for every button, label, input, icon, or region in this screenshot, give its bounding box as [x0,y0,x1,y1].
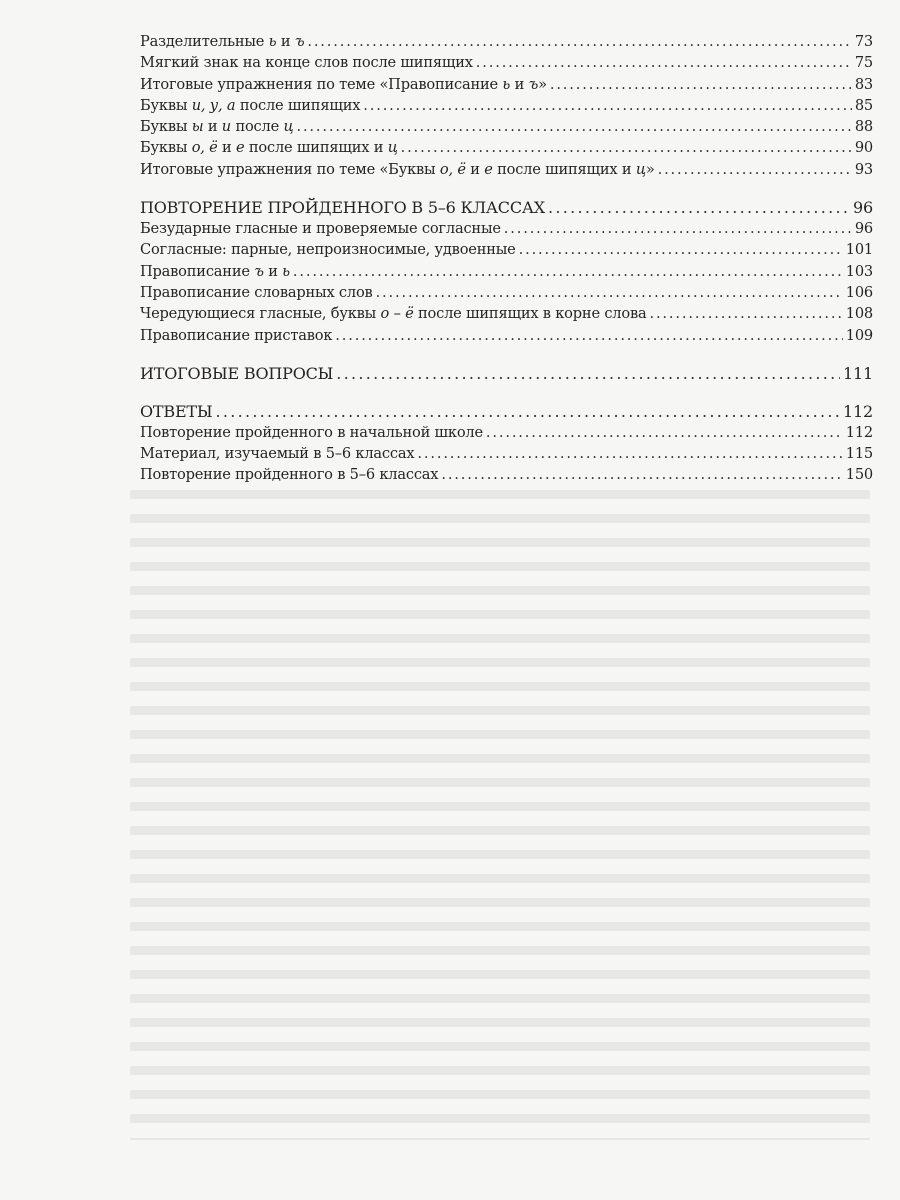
title-text: Материал, изучаемый в 5–6 классах [140,445,415,463]
toc-entry [140,118,873,139]
page-number: 115 [845,445,873,463]
italic-letters: ъ [528,75,539,93]
dot-leader [649,305,842,322]
title-text: Повторение пройденного в начальной школе [140,423,483,441]
toc-entry [140,445,873,466]
italic-letters: е [236,139,245,157]
dot-leader [548,198,850,217]
title-text: Правописание словарных слов [140,283,373,301]
italic-letters: ы [191,118,204,136]
page-number: 85 [854,96,873,114]
dot-leader [441,466,842,483]
dot-leader [363,97,852,114]
title-text: Буквы [140,118,192,136]
toc-entry-title [140,305,646,322]
title-text: Итоговые упражнения по теме «Правописание [140,75,503,93]
dot-leader [401,139,852,156]
title-text: Мягкий знак на конце слов после шипящих [140,54,473,72]
dot-leader [215,402,840,421]
dot-leader [476,54,852,71]
dot-leader [376,284,843,301]
italic-letters: о, ё [191,139,218,157]
page-number: 103 [845,262,873,280]
italic-letters: и, у, а [191,96,236,114]
toc-entry [140,76,873,97]
title-text: и [263,262,283,280]
toc-entry-title [140,327,332,344]
title-text: » [645,160,655,178]
toc-entry-title [140,97,360,114]
bleed-through-background [130,490,870,1140]
toc-entry-title [140,198,545,217]
title-text: Итоговые упражнения по теме «Буквы [140,160,440,178]
title-text: после шипящих и [244,139,388,157]
toc-entry-title [140,284,373,301]
toc-section-heading [140,402,873,424]
toc-entry-title [140,402,212,421]
title-text: и [217,139,237,157]
toc-entry [140,161,873,182]
toc-entry [140,54,873,75]
title-text: и [510,75,529,93]
toc-entry-title [140,263,290,280]
italic-letters: ь [502,75,511,93]
toc-entry [140,241,873,262]
page-number: 88 [854,118,873,136]
toc-entry [140,220,873,241]
dot-leader [417,445,842,462]
page-number: 150 [845,466,873,484]
page-number: 109 [845,326,873,344]
toc-entry [140,466,873,487]
title-text: Согласные: парные, непроизносимые, удвоенные [140,241,516,259]
toc-entry-title [140,139,398,156]
italic-letters: ц [283,118,294,136]
page-number: 101 [845,241,873,259]
italic-letters: ь [268,33,277,50]
toc-entry [140,139,873,160]
toc-entry [140,424,873,445]
title-text: Чередующиеся гласные, буквы [140,305,381,323]
toc-entry-title [140,33,304,50]
title-text: Правописание [140,262,255,280]
dot-leader [504,220,852,237]
toc-entry-title [140,118,293,135]
title-text: после шипящих и [492,160,636,178]
toc-entry-title [140,241,516,258]
title-text: ПОВТОРЕНИЕ ПРОЙДЕННОГО В 5–6 КЛАССАХ [140,198,545,218]
toc-entry-title [140,161,655,178]
page-number: 108 [845,305,873,323]
page-number: 96 [853,198,873,218]
toc-entry-title [140,424,483,441]
italic-letters: ь [282,262,290,280]
dot-leader [335,327,842,344]
italic-letters: ц [387,139,398,157]
toc-entry-title [140,445,414,462]
title-text: Правописание приставок [140,326,333,344]
toc-entry-title [140,364,333,383]
toc-entry [140,327,873,348]
toc-entry-title [140,76,547,93]
title-text: ИТОГОВЫЕ ВОПРОСЫ [140,363,334,383]
title-text: Повторение пройденного в 5–6 классах [140,466,439,484]
page-number: 112 [845,423,873,441]
page-number: 75 [854,54,873,72]
italic-letters: и [221,118,231,136]
dot-leader [486,424,843,441]
italic-letters: о, ё [439,160,466,178]
italic-letters: е [484,160,493,178]
dot-leader [307,33,851,50]
dot-leader [336,364,840,383]
toc-entry [140,263,873,284]
toc-entry [140,33,873,54]
toc-entry [140,305,873,326]
table-of-contents [140,33,873,488]
dot-leader [296,118,851,135]
page-number: 93 [854,160,873,178]
dot-leader [519,241,843,258]
page-number: 112 [843,401,873,421]
italic-letters: ц [635,160,646,178]
page-number: 90 [854,139,873,157]
title-text: Буквы [140,96,192,114]
title-text: Разделительные [140,33,269,50]
toc-entry [140,97,873,118]
toc-section-heading [140,198,873,220]
title-text: после [231,118,284,136]
toc-section-heading [140,364,873,386]
toc-entry-title [140,54,473,71]
title-text: » [538,75,547,93]
toc-entry [140,284,873,305]
title-text: и [203,118,222,136]
title-text: Буквы [140,139,192,157]
page-number: 106 [845,283,873,301]
title-text: Безударные гласные и проверяемые согласные [140,220,501,238]
page-number: 73 [854,33,873,50]
page-number: 111 [843,363,873,383]
italic-letters: о – ё [380,305,414,323]
title-text: после шипящих в корне слова [413,305,647,323]
title-text: ОТВЕТЫ [140,401,213,421]
page-number: 96 [854,220,873,238]
dot-leader [293,263,843,280]
italic-letters: ъ [294,33,305,50]
toc-entry-title [140,466,438,483]
title-text: после шипящих [235,96,361,114]
title-text: и [276,33,295,50]
title-text: и [465,160,485,178]
page-number: 83 [854,75,873,93]
dot-leader [658,161,852,178]
dot-leader [550,76,852,93]
toc-entry-title [140,220,501,237]
italic-letters: ъ [254,262,264,280]
